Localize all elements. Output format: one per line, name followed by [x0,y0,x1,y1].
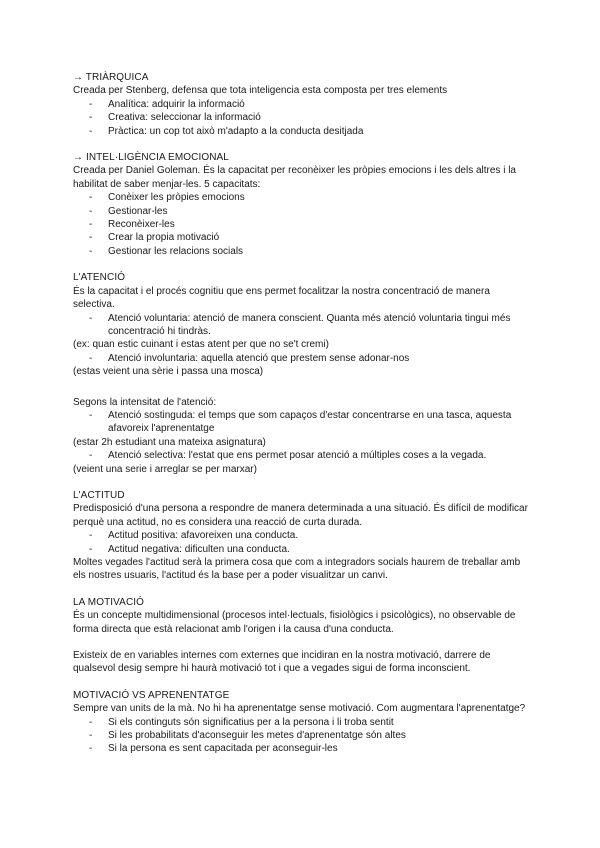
dash-bullet: - [89,409,93,421]
bullet-list [73,352,528,365]
section-intro: És la capacitat i el procés cognitiu que ens permet focalitzar la nostra concentració de manera selectiva. [73,285,490,311]
section-motivacio [73,596,528,676]
bullet-list [73,98,528,138]
list-item-text: Si les probabilitats d'aconseguir les metes d'aprenentatge són altes [108,730,406,742]
section-intro: Creada per Daniel Goleman. És la capacitat per reconèixer les pròpies emocions i les dels altres i la habilitat de saber menjar-les. 5 capacitats: [73,165,516,190]
list-item-text: Atenció selectiva: l'estat que ens permet posar atenció a múltiples coses a la vegada. [108,450,487,462]
list-item-text: Atenció involuntaria: aquella atenció que prestem sense adonar-nos [108,352,410,364]
list-item [73,205,528,218]
list-item [73,218,528,231]
list-item [73,742,528,755]
section-heading: L'ATENCIÓ [73,272,126,284]
dash-bullet: - [89,219,93,231]
dash-bullet: - [89,730,93,742]
list-item-text: Actitud negativa: dificulten una conducta. [108,543,290,555]
list-item-text: Pràctica: un cop tot això m'adapto a la conducta desitjada [108,125,364,137]
list-item [73,111,528,124]
list-item-text: Analítica: adquirir la informació [108,98,245,110]
dash-bullet: - [89,245,93,257]
section-atencio [73,271,528,476]
intensity-intro: Segons la intensitat de l'atenció: [73,396,217,408]
dash-bullet: - [89,232,93,244]
section-actitud [73,489,528,583]
list-item [73,543,528,556]
list-item-text: Atenció voluntaria: atenció de manera conscient. Quanta més atenció voluntaria tingui més concentració hi tindràs. [108,312,511,337]
list-item [73,729,528,742]
list-item-text: Creativa: seleccionar la informació [108,112,261,124]
bullet-list [73,529,528,556]
section-intro: És un concepte multidimensional (procesos intel·lectuals, fisiològics i psicològics), no observable de forma directa que està relacionat amb l'origen i la causa d'una conducta. [73,610,516,635]
list-item [73,245,528,258]
list-item [73,409,528,436]
list-item-text: Gestionar les relacions socials [108,245,244,257]
dash-bullet: - [89,312,93,324]
list-item [73,716,528,729]
example-note: (veient una serie i arreglar se per marxar) [73,463,257,475]
list-item-text: Gestionar-les [108,205,168,217]
example-note: (estar 2h estudiant una mateixa asignatura) [73,436,266,448]
section-heading: L'ACTITUD [73,489,125,501]
dash-bullet: - [89,743,93,755]
dash-bullet: - [89,125,93,137]
list-item [73,231,528,244]
document-page [73,71,528,769]
section-triarquica [73,71,528,138]
bullet-list [73,312,528,339]
dash-bullet: - [89,205,93,217]
section-heading: → INTEL·LIGÈNCIA EMOCIONAL [73,152,229,164]
list-item-text: Atenció sostinguda: el temps que som capaços d'estar concentrarse en una tasca, aquesta afavoreix l'aprenentatge [108,409,512,435]
list-item [73,191,528,204]
dash-bullet: - [89,450,93,462]
list-item-text: Crear la propia motivació [108,232,220,244]
section-heading: → TRIÀRQUICA [73,72,149,83]
list-item [73,352,528,365]
list-item [73,529,528,542]
dash-bullet: - [89,352,93,364]
dash-bullet: - [89,530,93,542]
dash-bullet: - [89,98,93,110]
section-outro: Existeix de en variables internes com externes que incidiran en la nostra motivació, darrere de qualsevol desig sempre hi haurà motivació tot i que a vegades sigui de forma inconscient. [73,650,491,675]
dash-bullet: - [89,192,93,204]
list-item-text: Si la persona es sent capacitada per aconseguir-les [108,743,338,755]
section-outro: Moltes vegades l'actitud serà la primera cosa que com a integradors socials haurem de treballar amb els nostres usuaris, l'actitud és la base per a poder visualitzar un canvi. [73,557,521,582]
list-item-text: Si els continguts són significatius per a la persona i li troba sentit [108,716,394,728]
blank-line [73,379,528,392]
bullet-list [73,716,528,756]
example-note: (estas veient una sèrie i passa una mosca) [73,366,264,378]
section-heading: MOTIVACIÓ VS APRENENTATGE [73,689,230,701]
bullet-list [73,449,528,462]
list-item [73,125,528,138]
list-item [73,312,528,339]
section-emocional [73,151,528,258]
bullet-list [73,409,528,436]
section-intro: Creada per Stenberg, defensa que tota inteligencia esta composta per tres elements [73,85,448,97]
section-heading: LA MOTIVACIÓ [73,596,145,608]
example-note: (ex: quan estic cuinant i estas atent per que no se't cremi) [73,339,329,351]
list-item-text: Conèixer les pròpies emocions [108,192,245,204]
list-item [73,449,528,462]
list-item [73,98,528,111]
list-item-text: Actitud positiva: afavoreixen una conducta. [108,530,299,542]
dash-bullet: - [89,112,93,124]
section-motivacio-aprenentatge [73,689,528,756]
bullet-list [73,191,528,258]
section-intro: Sempre van units de la mà. No hi ha aprenentatge sense motivació. Com augmentara l'aprenentatge? [73,703,526,715]
section-intro: Predisposició d'una persona a respondre de manera determinada a una situació. És difícil de modificar perquè una actitud, no es considera una reacció de curta durada. [73,503,528,528]
dash-bullet: - [89,543,93,555]
dash-bullet: - [89,716,93,728]
list-item-text: Reconèixer-les [108,219,175,231]
